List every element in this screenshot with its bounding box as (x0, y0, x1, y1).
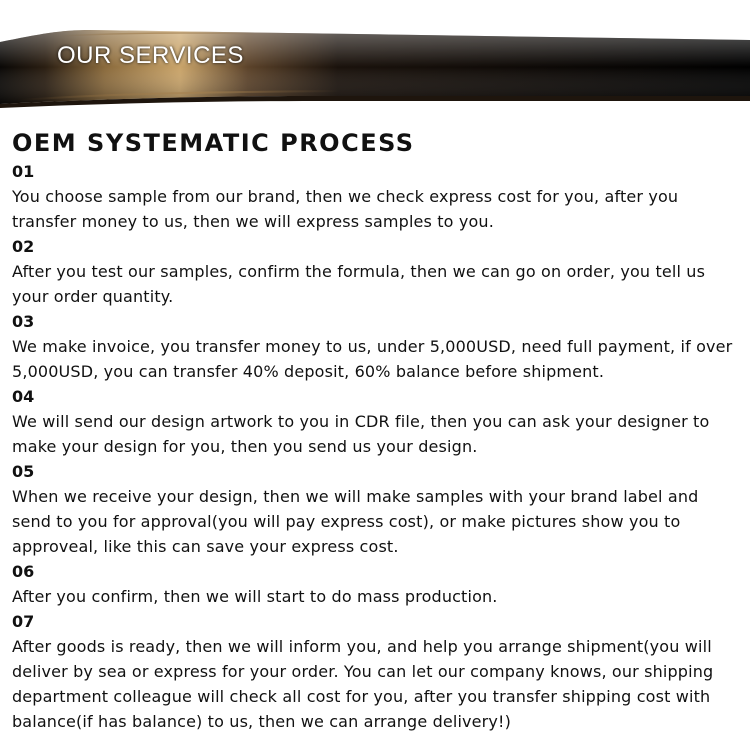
step-03 (12, 309, 740, 384)
section-heading: OEM SYSTEMATIC PROCESS (12, 129, 415, 157)
step-number: 03 (12, 312, 35, 331)
step-02 (12, 234, 740, 309)
step-number: 07 (12, 612, 35, 631)
step-04 (12, 384, 740, 459)
step-number: 06 (12, 562, 35, 581)
step-text: You choose sample from our brand, then we check express cost for you, after you transfer money to us, then we will express samples to you. (12, 187, 679, 231)
step-number: 04 (12, 387, 35, 406)
banner-title: OUR SERVICES (57, 42, 244, 69)
step-text: When we receive your design, then we will make samples with your brand label and send to you for approval(you will pay express cost), or make pictures show you to approveal, like this can save your express cost. (12, 487, 699, 556)
services-banner (0, 0, 750, 110)
step-text: After you confirm, then we will start to do mass production. (12, 587, 498, 606)
step-05 (12, 459, 740, 559)
step-01 (12, 159, 740, 234)
step-text: We make invoice, you transfer money to us, under 5,000USD, need full payment, if over 5,000USD, you can transfer 40% deposit, 60% balance before shipment. (12, 337, 733, 381)
step-number: 05 (12, 462, 35, 481)
step-number: 02 (12, 237, 35, 256)
step-text: After you test our samples, confirm the formula, then we can go on order, you tell us your order quantity. (12, 262, 706, 306)
step-07 (12, 609, 740, 734)
step-06 (12, 559, 740, 609)
step-text: We will send our design artwork to you in CDR file, then you can ask your designer to make your design for you, then you send us your design. (12, 412, 710, 456)
step-text: After goods is ready, then we will inform you, and help you arrange shipment(you will deliver by sea or express for your order. You can let our company knows, our shipping department colleague will check all cost for you, after you transfer shipping cost with balance(if has balance) to us, then we can arrange delivery!) (12, 637, 714, 731)
oem-process-section (12, 127, 740, 734)
step-number: 01 (12, 162, 35, 181)
